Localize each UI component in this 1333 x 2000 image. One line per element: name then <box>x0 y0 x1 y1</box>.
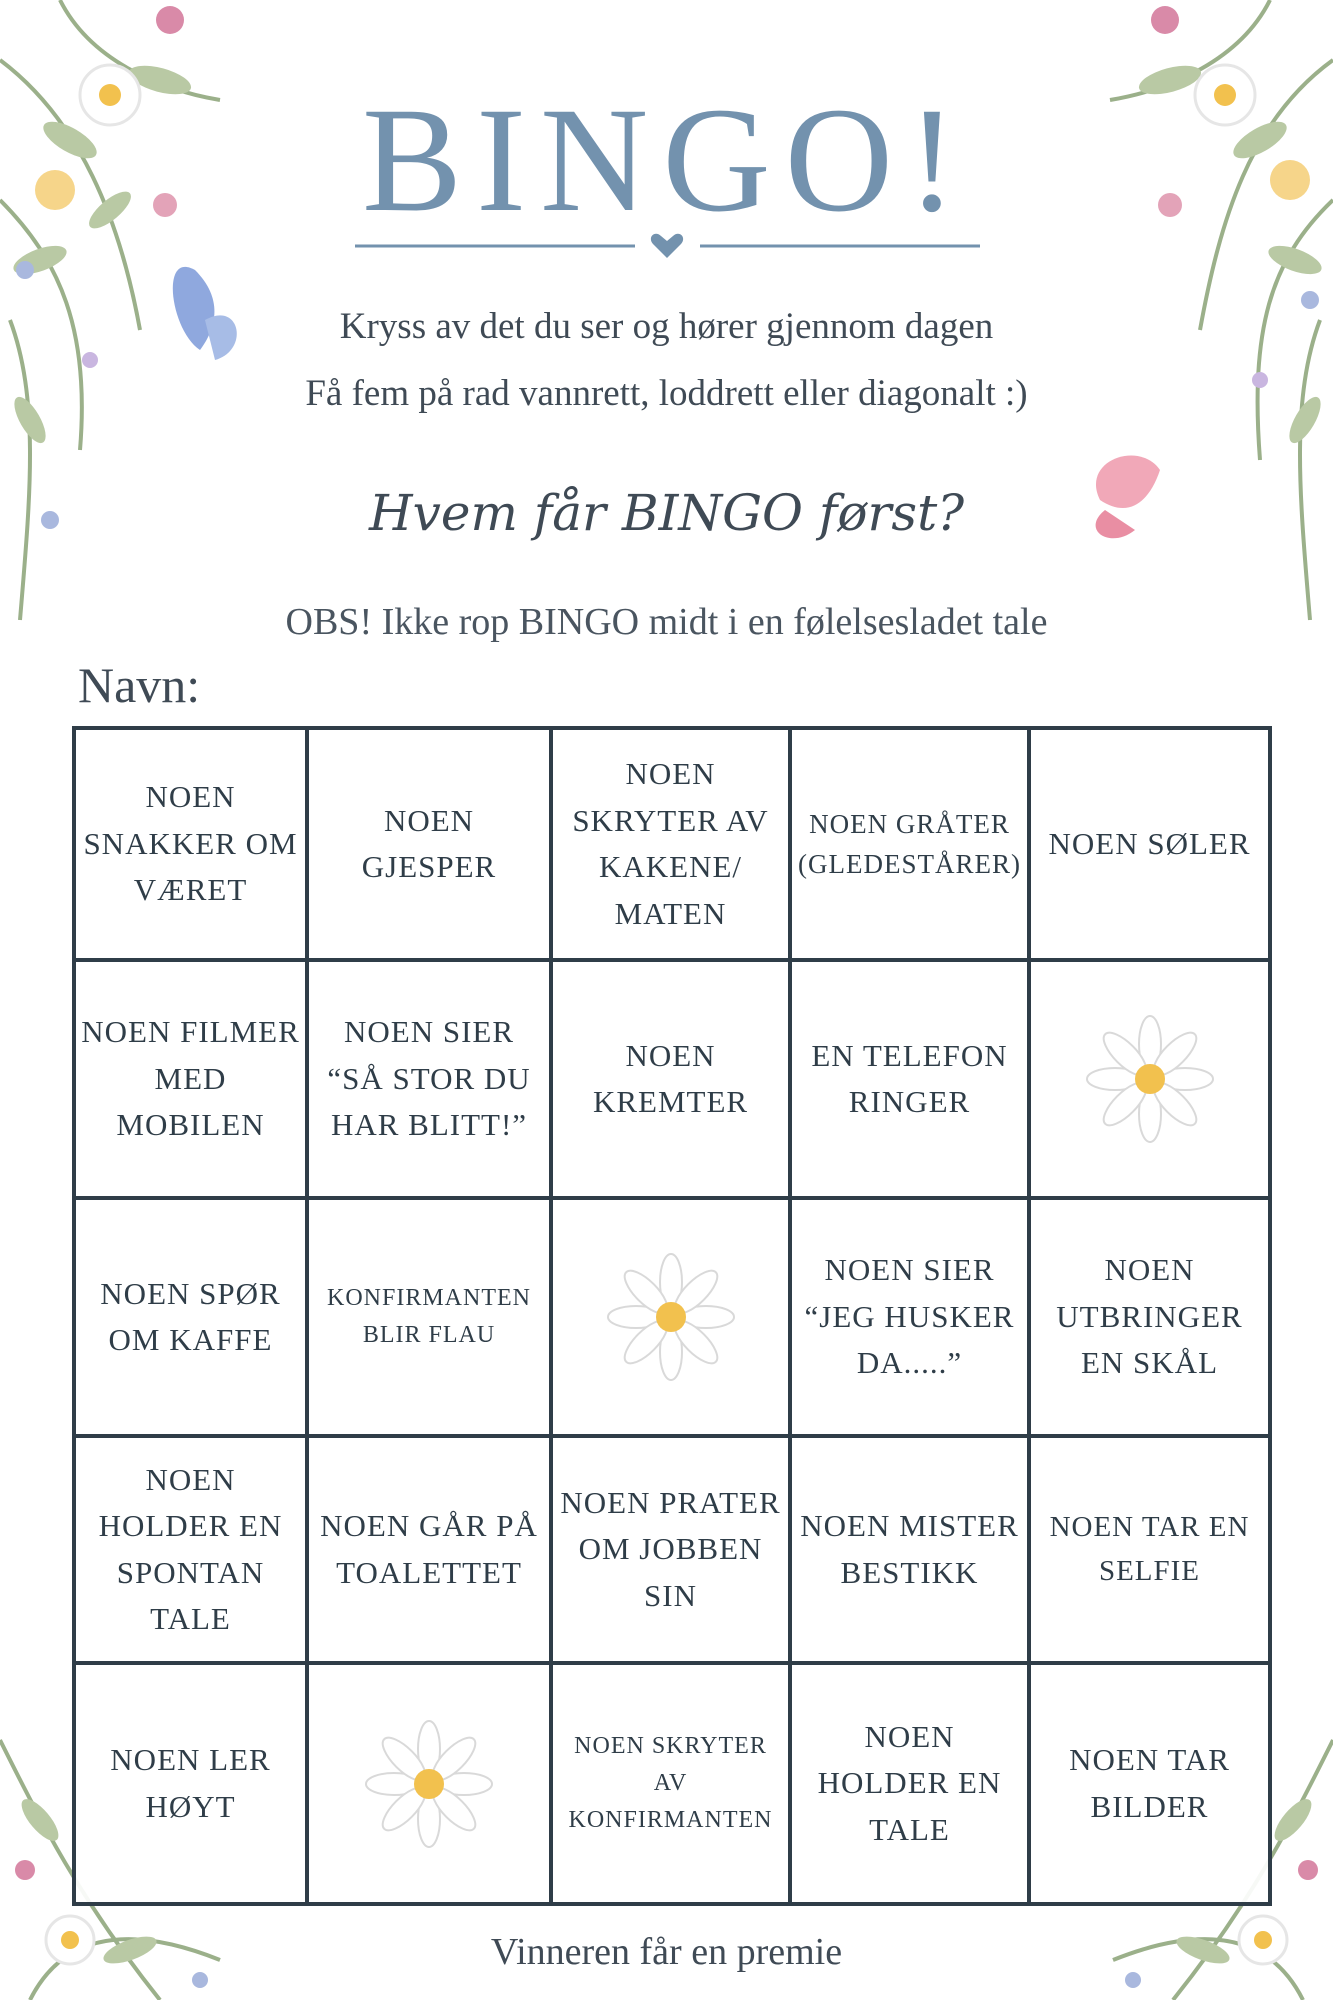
daisy-icon <box>364 1719 494 1849</box>
bingo-cell[interactable]: NOEN SIER “JEG HUSKER DA.....” <box>792 1200 1031 1438</box>
bingo-cell[interactable]: NOEN FILMER MED MOBILEN <box>76 962 309 1200</box>
bingo-cell[interactable]: NOEN SKRYTER AV KAKENE/ MATEN <box>553 730 792 962</box>
bingo-cell[interactable]: NOEN SØLER <box>1031 730 1268 962</box>
bingo-cell[interactable]: NOEN SKRYTER AV KONFIRMANTEN <box>553 1665 792 1902</box>
bingo-cell[interactable]: NOEN MISTER BESTIKK <box>792 1438 1031 1665</box>
page-title: BINGO! <box>362 77 971 243</box>
bingo-cell[interactable]: NOEN UTBRINGER EN SKÅL <box>1031 1200 1268 1438</box>
bingo-cell[interactable]: NOEN HOLDER EN SPONTAN TALE <box>76 1438 309 1665</box>
bingo-cell[interactable]: NOEN TAR BILDER <box>1031 1665 1268 1902</box>
bingo-cell[interactable]: KONFIRMANTEN BLIR FLAU <box>309 1200 553 1438</box>
instruction-line-2: Få fem på rad vannrett, loddrett eller diagonalt :) <box>305 373 1028 414</box>
daisy-icon <box>606 1252 736 1382</box>
bingo-cell-free[interactable] <box>309 1665 553 1902</box>
subtitle: Hvem får BINGO først? <box>369 484 964 542</box>
bingo-cell[interactable]: NOEN LER HØYT <box>76 1665 309 1902</box>
bingo-cell-free[interactable] <box>1031 962 1268 1200</box>
bingo-cell[interactable]: EN TELEFON RINGER <box>792 962 1031 1200</box>
bingo-cell[interactable]: NOEN TAR EN SELFIE <box>1031 1438 1268 1665</box>
bingo-grid <box>72 726 1272 1906</box>
daisy-icon <box>1085 1014 1215 1144</box>
bingo-cell[interactable]: NOEN GÅR PÅ TOALETTET <box>309 1438 553 1665</box>
bingo-cell-free[interactable] <box>553 1200 792 1438</box>
bingo-cell[interactable]: NOEN PRATER OM JOBBEN SIN <box>553 1438 792 1665</box>
bingo-cell[interactable]: NOEN HOLDER EN TALE <box>792 1665 1031 1902</box>
bingo-cell[interactable]: NOEN GRÅTER (GLEDESTÅRER) <box>792 730 1031 962</box>
instruction-line-1: Kryss av det du ser og hører gjennom dagen <box>339 306 994 347</box>
bingo-cell[interactable]: NOEN KREMTER <box>553 962 792 1200</box>
bingo-cell[interactable]: NOEN SIER “SÅ STOR DU HAR BLITT!” <box>309 962 553 1200</box>
bingo-cell[interactable]: NOEN SPØR OM KAFFE <box>76 1200 309 1438</box>
warning-text: OBS! Ikke rop BINGO midt i en følelsesladet tale <box>285 601 1048 643</box>
bingo-cell[interactable]: NOEN GJESPER <box>309 730 553 962</box>
name-label: Navn: <box>78 657 201 713</box>
heart-divider-icon <box>355 232 980 262</box>
bingo-cell[interactable]: NOEN SNAKKER OM VÆRET <box>76 730 309 962</box>
prize-text: Vinneren får en premie <box>490 1931 843 1973</box>
